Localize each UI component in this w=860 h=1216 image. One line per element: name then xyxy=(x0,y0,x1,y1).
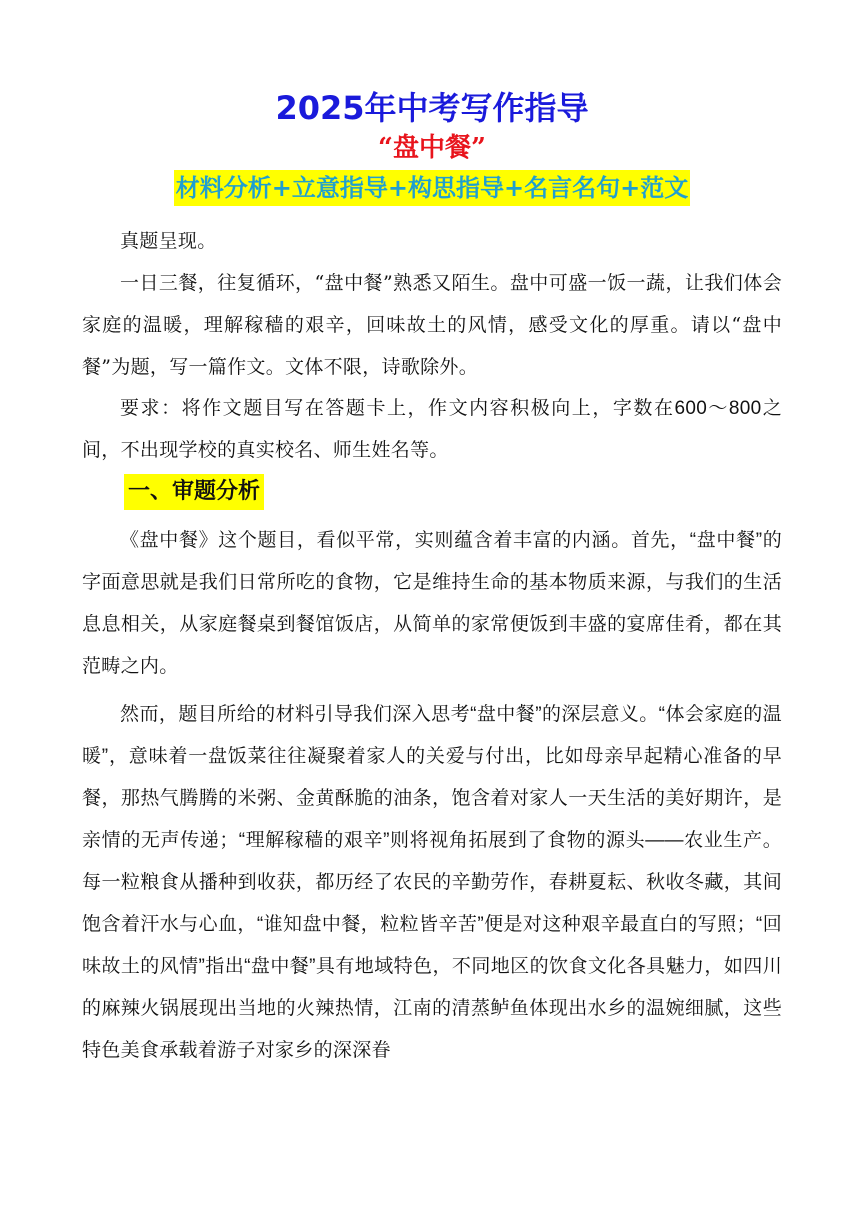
document-title: 2025年中考写作指导 xyxy=(275,89,589,127)
prompt-material: 一日三餐，往复循环，“盘中餐”熟悉又陌生。盘中可盛一饭一蔬，让我们体会家庭的温暖，理解稼穑的艰辛，回味故土的风情，感受文化的厚重。请以“盘中餐”为题，写一篇作文。文体不限，诗歌除外。 xyxy=(82,272,782,378)
analysis-paragraph-2: 然而，题目所给的材料引导我们深入思考“盘中餐”的深层意义。“体会家庭的温暖”，意味着一盘饭菜往往凝聚着家人的关爱与付出，比如母亲早起精心准备的早餐，那热气腾腾的米粥、金黄酥脆的油条，饱含着对家人一天生活的美好期许，是亲情的无声传递；“理解稼穑的艰辛”则将视角拓展到了食物的源头——农业生产。每一粒粮食从播种到收获，都历经了农民的辛勤劳作，春耕夏耘、秋收冬藏，其间饱含着汗水与心血，“谁知盘中餐，粒粒皆辛苦”便是对这种艰辛最直白的写照；“回味故土的风情”指出“盘中餐”具有地域特色，不同地区的饮食文化各具魅力，如四川的麻辣火锅展现出当地的火辣热情，江南的清蒸鲈鱼体现出水乡的温婉细腻，这些特色美食承载着游子对家乡的深深眷 xyxy=(82,704,782,1061)
topic-banner: 材料分析+立意指导+构思指导+名言名句+范文 xyxy=(174,170,690,206)
document-subtitle: “盘中餐” xyxy=(378,133,486,163)
banner-container xyxy=(82,170,782,210)
prompt-label: 真题呈现。 xyxy=(120,230,217,252)
analysis-paragraph-1: 《盘中餐》这个题目，看似平常，实则蕴含着丰富的内涵。首先，“盘中餐”的字面意思就是我们日常所吃的食物，它是维持生命的基本物质来源，与我们的生活息息相关，从家庭餐桌到餐馆饭店，从简单的家常便饭到丰盛的宴席佳肴，都在其范畴之内。 xyxy=(82,530,782,677)
document-page xyxy=(82,82,782,1072)
section-heading-container xyxy=(124,474,782,518)
prompt-requirements: 要求：将作文题目写在答题卡上，作文内容积极向上，字数在600～800之间，不出现学校的真实校名、师生姓名等。 xyxy=(82,398,782,461)
section-heading-analysis: 一、审题分析 xyxy=(124,474,264,510)
